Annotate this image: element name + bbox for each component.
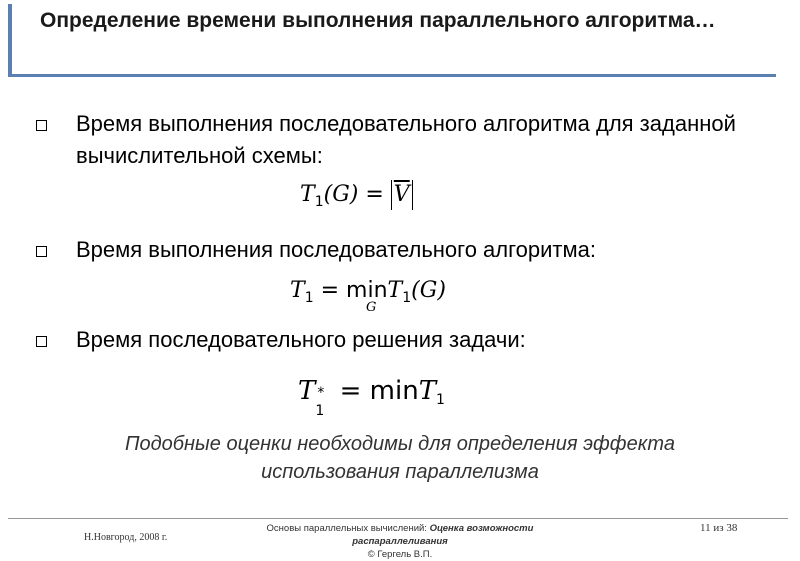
bullet-text: Время выполнения последовательного алгоритма: [76, 237, 596, 262]
footer-topic: Оценка возможности распараллеливания [352, 523, 534, 547]
bullet-square-icon [36, 336, 47, 347]
footer-author: © Гергель В.П. [367, 549, 433, 560]
title-underline [8, 74, 776, 77]
bullet-text: Время последовательного решения задачи: [76, 327, 526, 352]
slide-title: Определение времени выполнения параллельного алгоритма… [40, 9, 716, 32]
title-accent-bar [8, 4, 12, 74]
bullet-square-icon [36, 120, 47, 131]
formula-t1-star: T * 1 = minT$_1$ [298, 376, 445, 419]
page-number: 11 из 38 [700, 522, 738, 534]
formula-t1-min: $T_1 = \min$ G $T_1(G)$ [290, 278, 446, 315]
footer-course-title [230, 522, 570, 561]
bullet-square-icon [36, 246, 47, 257]
footer-course-name: Основы параллельных вычислений: [266, 523, 430, 534]
bullet-text: Время выполнения последовательного алгоритма для заданной вычислительной схемы: [76, 111, 736, 168]
footer-location-date: Н.Новгород, 2008 г. [84, 532, 168, 543]
formula-t1-g: $T_1(G) = \overline{V}$ [300, 180, 413, 210]
note-text: Подобные оценки необходимы для определения эффекта использования параллелизма [125, 433, 675, 483]
footer-divider [8, 518, 788, 519]
